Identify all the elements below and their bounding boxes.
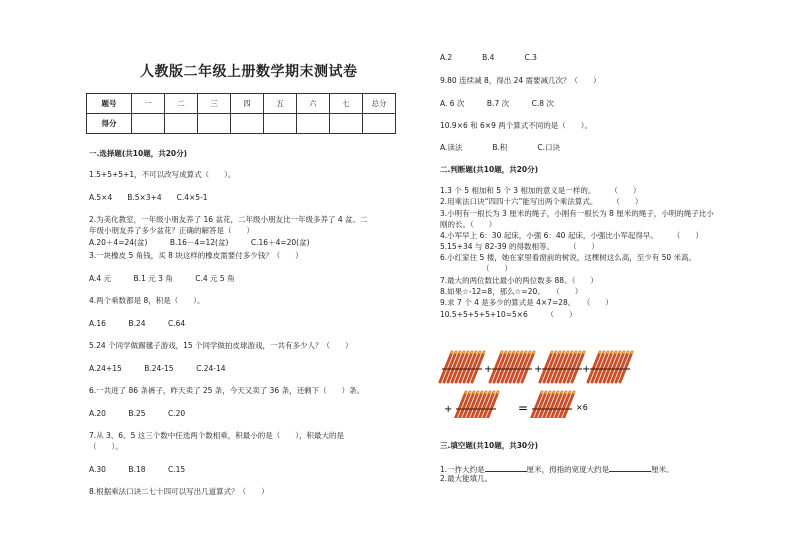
judge-item: 刚的长。（ ） [440, 220, 497, 229]
answer-options: A. 6 次 B.7 次 C.8 次 [440, 99, 554, 108]
table-cell [330, 114, 363, 134]
plus-sign: + [484, 364, 493, 375]
question-text: 年级小朋友养了多少盆花？正确的解答是（ ） [89, 226, 254, 235]
stick-end [483, 351, 486, 354]
stick-end [525, 351, 528, 354]
answer-blank[interactable] [609, 463, 651, 472]
stick-end [505, 351, 508, 354]
stick-end [451, 351, 454, 354]
plus-sign: + [444, 404, 453, 415]
answer-options: A.2 B.4 C.3 [440, 53, 537, 62]
stick-end [475, 351, 478, 354]
table-cell [231, 114, 264, 134]
stick-end [517, 351, 520, 354]
table-cell [363, 114, 396, 134]
judge-item: 6.小红家住 5 楼，她在家里看窗前的树说，这棵树这么高，至少有 50 米高。 [440, 253, 697, 262]
section-heading-fill: 三.填空题(共10题，共30分) [440, 441, 539, 450]
stick-end [565, 391, 568, 394]
stick-end [603, 351, 606, 354]
stick-end [559, 351, 562, 354]
stick-end [615, 351, 618, 354]
stick-bundle [530, 391, 575, 418]
stick-end [545, 391, 548, 394]
judge-item: 9.求 7 个 4 是多少的算式是 4×7=28。 （ ） [440, 298, 613, 307]
stick-end [459, 351, 462, 354]
judge-item: 4.小军早上 6：30 起床，小强 6：40 起床，小强比小军起得早。 （ ） [440, 231, 703, 240]
stick-end [567, 351, 570, 354]
stick-end [469, 391, 472, 394]
stick-bundle [540, 351, 585, 382]
table-row [87, 94, 396, 114]
stick-end [541, 391, 544, 394]
stick-end [509, 351, 512, 354]
table-cell: 六 [297, 94, 330, 114]
table-cell: 四 [231, 94, 264, 114]
table-cell: 一 [132, 94, 165, 114]
answer-options: A.20＋4=24(盆) B.16－4=12(盆) C.16＋4=20(盆) [89, 238, 310, 247]
table-cell: 二 [165, 94, 198, 114]
table-cell [264, 114, 297, 134]
stick-end [631, 351, 634, 354]
table-cell: 七 [330, 94, 363, 114]
stick-end [583, 351, 586, 354]
equals-sign: = [518, 401, 529, 415]
stick-end [607, 351, 610, 354]
stick-end [561, 391, 564, 394]
answer-blank[interactable] [485, 463, 527, 472]
stick-end [493, 391, 496, 394]
stick-end [563, 351, 566, 354]
question-text: 8.根据乘法口诀二七十四可以写出几道算式？（ ） [89, 487, 269, 496]
table-cell: 总分 [363, 94, 396, 114]
stick-end [553, 391, 556, 394]
stick-end [477, 391, 480, 394]
table-cell [198, 114, 231, 134]
section-heading-choice: 一.选择题(共10题，共20分) [89, 149, 188, 158]
plus-sign: + [534, 364, 543, 375]
answer-options: A.20 B.25 C.20 [89, 409, 186, 418]
answer-options: A.读法 B.积 C.口诀 [440, 143, 561, 152]
stick-end [467, 351, 470, 354]
table-cell: 三 [198, 94, 231, 114]
stick-end [557, 391, 560, 394]
stick-end [555, 351, 558, 354]
question-text: 7.从 3、6、5 这三个数中任选两个数相乘，积最小的是（ ），积最大的是 [89, 431, 344, 440]
stick-bundle [490, 351, 535, 382]
stick-end [611, 351, 614, 354]
question-text: （ ）。 [89, 442, 123, 451]
judge-item: 5.15+34 与 82-39 的得数相等。 （ ） [440, 242, 599, 251]
stick-end [501, 351, 504, 354]
stick-end [485, 391, 488, 394]
stick-end [549, 391, 552, 394]
answer-options: A.5×4 B.5×3+4 C.4×5-1 [89, 193, 208, 202]
stick-end [619, 351, 622, 354]
fill-text: 厘米，拇指的宽度大约是 [526, 465, 610, 474]
question-text: 1.5+5+5+1，不可以改写成算式（ ）。 [89, 170, 236, 179]
stick-end [473, 391, 476, 394]
stick-end [529, 351, 532, 354]
stick-end [513, 351, 516, 354]
plus-sign: + [582, 364, 591, 375]
question-text: 4.两个乘数都是 8，积是（ ）。 [89, 296, 205, 305]
stick-end [497, 391, 500, 394]
stick-end [471, 351, 474, 354]
table-row [87, 114, 396, 134]
stick-end [489, 391, 492, 394]
question-text: 5.24 个同学做踢毽子游戏，15 个同学做拍皮球游戏，一共有多少人？（ ） [89, 341, 353, 350]
stick-bundle [588, 351, 633, 382]
judge-item: 10.5+5+5+5+10=5×6 （ ） [440, 310, 577, 319]
judge-item: 7.最大的两位数比最小的两位数多 88。（ ） [440, 276, 598, 285]
stick-end [463, 351, 466, 354]
stick-end [623, 351, 626, 354]
judge-item: 2.用乘法口诀“四四十六”能写出两个乘法算式。 （ ） [440, 197, 643, 206]
stick-end [579, 351, 582, 354]
score-table [86, 93, 396, 134]
stick-end [521, 351, 524, 354]
stick-end [465, 391, 468, 394]
stick-bundle [440, 351, 485, 382]
table-cell [297, 114, 330, 134]
table-cell: 题号 [87, 94, 132, 114]
answer-options: A.30 B.18 C.15 [89, 465, 186, 474]
stick-end [573, 391, 576, 394]
stick-end [481, 391, 484, 394]
stick-end [599, 351, 602, 354]
stick-bundles-illustration [438, 348, 638, 418]
table-cell [165, 114, 198, 134]
stick-end [627, 351, 630, 354]
judge-item: 3.小明有一根长为 3 厘米的绳子，小刚有一根长为 8 厘米的绳子，小明的绳子比小 [440, 209, 714, 218]
question-text: 2.为美化教室，一年级小朋友养了 16 盆花，二年级小朋友比一年级多养了 4 盆。二 [89, 215, 368, 224]
question-text: 10.9×6 和 6×9 两个算式不同的是（ ）。 [440, 121, 592, 130]
judge-item: （ ） [482, 264, 512, 273]
times-six: ×6 [576, 403, 588, 412]
table-cell: 五 [264, 94, 297, 114]
stick-end [575, 351, 578, 354]
fill-item: 2.最大能填几。 [440, 474, 493, 483]
stick-end [571, 351, 574, 354]
table-cell [132, 114, 165, 134]
answer-options: A.24+15 B.24-15 C.24-14 [89, 364, 226, 373]
answer-options: A.4 元 B.1 元 3 角 C.4 元 5 角 [89, 274, 235, 283]
question-text: 9.80 连续减 8，得出 24 需要减几次？（ ） [440, 76, 601, 85]
fill-text: 1.一拃大约是 [440, 465, 485, 474]
answer-options: A.16 B.24 C.64 [89, 319, 186, 328]
page-title: 人教版二年级上册数学期末测试卷 [140, 64, 358, 80]
question-text: 3.一块橡皮 5 角钱，买 8 块这样的橡皮需要付多少钱？（ ） [89, 251, 303, 260]
stick-bundle [454, 391, 499, 418]
judge-item: 1.3 个 5 相加和 5 个 3 相加的意义是一样的。 （ ） [440, 186, 641, 195]
stick-end [551, 351, 554, 354]
judge-item: 8.如果☆-12=8，那么☆=20。 （ ） [440, 287, 583, 296]
stick-end [479, 351, 482, 354]
section-heading-judge: 二.判断题(共10题，共20分) [440, 165, 539, 174]
table-cell: 得分 [87, 114, 132, 134]
stick-end [533, 351, 536, 354]
stick-end [455, 351, 458, 354]
question-text: 6.一共进了 86 条裤子，昨天卖了 25 条，今天又卖了 36 条，还剩下（ ）条。 [89, 386, 365, 395]
stick-end [569, 391, 572, 394]
fill-text: 厘米。 [651, 465, 674, 474]
